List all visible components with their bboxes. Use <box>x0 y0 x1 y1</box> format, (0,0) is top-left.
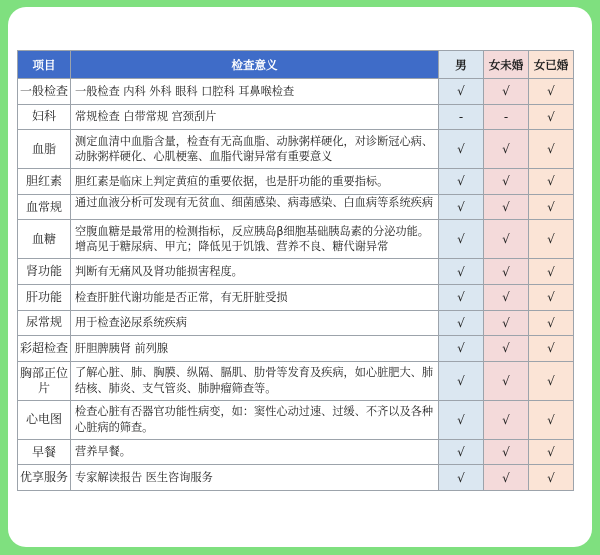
table-row <box>18 465 574 491</box>
row-female-married-check: √ <box>529 104 574 130</box>
row-male-check: - <box>439 104 484 130</box>
table-row <box>18 284 574 310</box>
row-item: 胸部正位片 <box>18 361 71 400</box>
table-header-row <box>18 51 574 79</box>
row-female-single-check: √ <box>484 361 529 400</box>
row-female-single-check: √ <box>484 336 529 362</box>
table-row <box>18 79 574 105</box>
row-meaning: 肝胆脾胰肾 前列腺 <box>71 336 439 362</box>
checkup-table <box>17 50 574 491</box>
row-male-check: √ <box>439 259 484 285</box>
header-item: 项目 <box>18 51 71 79</box>
row-item: 一般检查 <box>18 79 71 105</box>
row-female-married-check: √ <box>529 284 574 310</box>
table-row <box>18 439 574 465</box>
row-male-check: √ <box>439 284 484 310</box>
row-female-single-check: √ <box>484 194 529 220</box>
row-female-single-check: √ <box>484 400 529 439</box>
row-male-check: √ <box>439 361 484 400</box>
row-meaning: 用于检查泌尿系统疾病 <box>71 310 439 336</box>
row-meaning: 检查心脏有否器官功能性病变，如：窦性心动过速、过缓、不齐以及各种心脏病的筛查。 <box>71 400 439 439</box>
row-female-married-check: √ <box>529 194 574 220</box>
row-female-married-check: √ <box>529 79 574 105</box>
table-row <box>18 361 574 400</box>
row-male-check: √ <box>439 336 484 362</box>
row-meaning: 判断有无痛风及肾功能损害程度。 <box>71 259 439 285</box>
row-meaning: 了解心脏、肺、胸膜、纵隔、膈肌、肋骨等发育及疾病，如心脏肥大、肺结核、肺炎、支气管炎、肺肿瘤筛查等。 <box>71 361 439 400</box>
header-male: 男 <box>439 51 484 79</box>
row-female-single-check: √ <box>484 310 529 336</box>
row-female-single-check: √ <box>484 130 529 169</box>
row-female-married-check: √ <box>529 259 574 285</box>
row-male-check: √ <box>439 220 484 259</box>
row-female-married-check: √ <box>529 439 574 465</box>
row-item: 胆红素 <box>18 169 71 195</box>
row-male-check: √ <box>439 400 484 439</box>
row-meaning: 通过血液分析可发现有无贫血、细菌感染、病毒感染、白血病等系统疾病 <box>71 194 439 220</box>
row-female-married-check: √ <box>529 310 574 336</box>
row-female-single-check: - <box>484 104 529 130</box>
row-female-single-check: √ <box>484 259 529 285</box>
header-meaning: 检查意义 <box>71 51 439 79</box>
row-item: 心电图 <box>18 400 71 439</box>
table-row <box>18 220 574 259</box>
row-female-married-check: √ <box>529 400 574 439</box>
row-female-single-check: √ <box>484 220 529 259</box>
table-row <box>18 336 574 362</box>
row-male-check: √ <box>439 465 484 491</box>
row-item: 血糖 <box>18 220 71 259</box>
row-male-check: √ <box>439 194 484 220</box>
row-female-single-check: √ <box>484 465 529 491</box>
row-meaning: 一般检查 内科 外科 眼科 口腔科 耳鼻喉检查 <box>71 79 439 105</box>
row-female-single-check: √ <box>484 284 529 310</box>
row-meaning: 检查肝脏代谢功能是否正常，有无肝脏受损 <box>71 284 439 310</box>
row-item: 肝功能 <box>18 284 71 310</box>
table-row <box>18 130 574 169</box>
row-female-married-check: √ <box>529 465 574 491</box>
row-meaning: 营养早餐。 <box>71 439 439 465</box>
row-male-check: √ <box>439 310 484 336</box>
row-meaning: 常规检查 白带常规 宫颈刮片 <box>71 104 439 130</box>
row-female-married-check: √ <box>529 336 574 362</box>
row-male-check: √ <box>439 79 484 105</box>
row-female-married-check: √ <box>529 220 574 259</box>
row-item: 血脂 <box>18 130 71 169</box>
row-male-check: √ <box>439 439 484 465</box>
row-female-married-check: √ <box>529 361 574 400</box>
table-row <box>18 310 574 336</box>
row-meaning: 专家解读报告 医生咨询服务 <box>71 465 439 491</box>
row-female-single-check: √ <box>484 169 529 195</box>
row-item: 尿常规 <box>18 310 71 336</box>
row-meaning: 测定血清中血脂含量，检查有无高血脂、动脉粥样硬化，对诊断冠心病、动脉粥样硬化、心肌梗塞、血脂代谢异常有重要意义 <box>71 130 439 169</box>
header-female-single: 女未婚 <box>484 51 529 79</box>
row-meaning: 空腹血糖是最常用的检测指标，反应胰岛β细胞基础胰岛素的分泌功能。增高见于糖尿病、甲亢；降低见于饥饿、营养不良、糖代谢异常 <box>71 220 439 259</box>
table-row <box>18 259 574 285</box>
row-item: 血常规 <box>18 194 71 220</box>
table-row <box>18 169 574 195</box>
table-row <box>18 104 574 130</box>
row-item: 肾功能 <box>18 259 71 285</box>
row-item: 妇科 <box>18 104 71 130</box>
row-male-check: √ <box>439 130 484 169</box>
row-female-married-check: √ <box>529 169 574 195</box>
row-female-single-check: √ <box>484 439 529 465</box>
row-female-single-check: √ <box>484 79 529 105</box>
header-female-married: 女已婚 <box>529 51 574 79</box>
row-female-married-check: √ <box>529 130 574 169</box>
row-male-check: √ <box>439 169 484 195</box>
table-row <box>18 194 574 220</box>
row-item: 早餐 <box>18 439 71 465</box>
row-meaning: 胆红素是临床上判定黄疸的重要依据，也是肝功能的重要指标。 <box>71 169 439 195</box>
row-item: 彩超检查 <box>18 336 71 362</box>
row-item: 优享服务 <box>18 465 71 491</box>
table-row <box>18 400 574 439</box>
